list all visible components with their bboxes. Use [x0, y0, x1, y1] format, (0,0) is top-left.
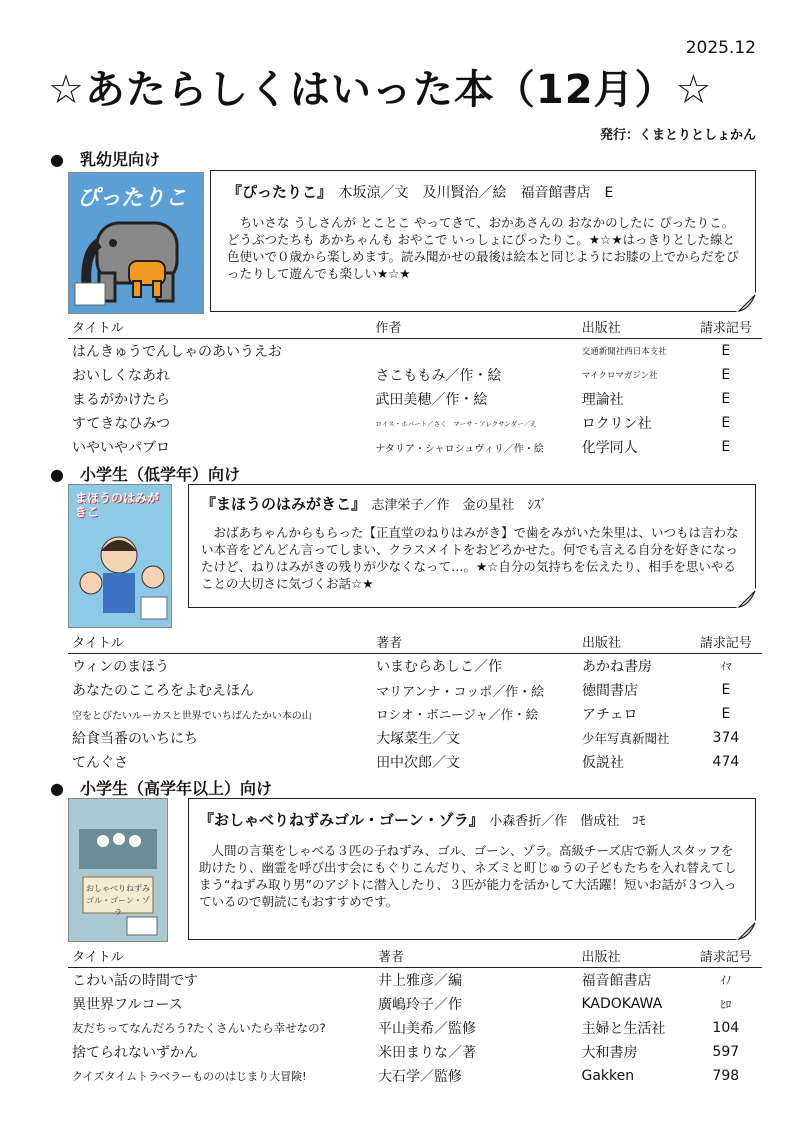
- book-call-number: E: [721, 343, 731, 359]
- book-call-number: 798: [712, 1068, 740, 1084]
- table-row: [68, 992, 762, 1016]
- book-list-upper-grades: [68, 943, 762, 1088]
- table-header-row: [68, 314, 762, 339]
- book-author: 廣嶋玲子／作: [377, 997, 462, 1013]
- header-author: 作者: [371, 314, 577, 339]
- book-publisher: Gakken: [581, 1068, 635, 1084]
- mice-illustration: [69, 799, 167, 941]
- featured-book-card: [188, 798, 756, 940]
- book-title: 捨てられないずかん: [72, 1045, 198, 1061]
- header-publisher: 出版社: [578, 629, 690, 654]
- book-call-number: 474: [712, 754, 740, 770]
- issue-date: 2025.12: [685, 38, 756, 58]
- book-author: [371, 339, 577, 364]
- book-author: いまむらあしこ／作: [376, 659, 503, 675]
- book-publisher: KADOKAWA: [581, 996, 663, 1012]
- table-row: [68, 702, 762, 726]
- table-row: [68, 1064, 762, 1088]
- table-row: [68, 654, 762, 679]
- book-call-number: 104: [712, 1020, 740, 1036]
- page-curl-icon: [735, 291, 757, 313]
- book-author: マリアンナ・コッポ／作・絵: [376, 684, 545, 700]
- table-row: [68, 1016, 762, 1040]
- book-publisher: 徳間書店: [581, 683, 638, 699]
- book-publisher: 仮説社: [581, 755, 624, 771]
- book-author: ロシオ・ボニージャ／作・絵: [376, 707, 539, 722]
- book-list-lower-grades: [68, 629, 762, 774]
- header-call-number: 請求記号: [690, 314, 762, 339]
- book-title: クイズタイムトラベラーもののはじまり大冒険!: [72, 1070, 307, 1083]
- book-call-number: E: [721, 367, 731, 383]
- featured-book-description: 人間の言葉をしゃべる３匹の子ねずみ、ゴル、ゴーン、ゾラ。高級チーズ店で新人スタッフを助けたり、幽霊を呼び出す会にもぐりこんだり、ネズミと町じゅうの子どもたちを入れ替えてしまう“ねずみ取り男”のアジトに潜入したり、３匹が能力を活かして大活躍！短いお話が３つ入っているので朝読にもおすすめです。: [199, 843, 737, 909]
- cover-image-mahou-no-hamigakiko: [68, 484, 172, 628]
- book-call-number: E: [721, 706, 731, 722]
- book-title: てんぐさ: [72, 755, 128, 771]
- book-title: おいしくなあれ: [72, 368, 170, 384]
- book-title: いやいやパブロ: [72, 440, 170, 456]
- book-title: ウィンのまほう: [72, 659, 170, 675]
- table-header-row: [68, 629, 762, 654]
- header-publisher: 出版社: [578, 314, 690, 339]
- book-title: 空をとびたいルーカスと世界でいちばんたかい本の山: [72, 710, 312, 722]
- book-call-number: 597: [712, 1044, 740, 1060]
- table-row: [68, 387, 762, 411]
- book-title: 異世界フルコース: [72, 997, 183, 1013]
- book-author: さこももみ／作・絵: [375, 368, 502, 384]
- book-author: 米田まりな／著: [377, 1045, 476, 1061]
- publisher-credit: 発行：くまとりとしょかん: [599, 128, 756, 143]
- table-row: [68, 678, 762, 702]
- book-publisher: 主婦と生活社: [581, 1021, 666, 1037]
- book-list-infant: [68, 314, 762, 459]
- book-publisher: 理論社: [581, 392, 624, 408]
- book-publisher: マイクロマガジン社: [581, 371, 658, 381]
- header-call-number: 請求記号: [690, 629, 762, 654]
- table-row: [68, 363, 762, 387]
- header-title: タイトル: [68, 629, 372, 654]
- header-author: 著者: [374, 943, 578, 968]
- table-row: [68, 750, 762, 774]
- featured-book-credits: 木坂涼／文 及川賢治／絵 福音館書店 E: [324, 185, 614, 201]
- table-header-row: [68, 943, 762, 968]
- page-curl-icon: [735, 919, 757, 941]
- table-row: [68, 726, 762, 750]
- book-publisher: あかね書房: [581, 659, 652, 675]
- book-title: あなたのこころをよむえほん: [72, 683, 254, 699]
- book-author: 平山美希／監修: [377, 1021, 476, 1037]
- featured-book-title: 『まほうのはみがきこ』: [201, 495, 359, 513]
- cover-image-oshaberi-nezumi: [68, 798, 168, 942]
- book-publisher: 福音館書店: [581, 973, 652, 989]
- featured-book-description: ちいさな うしさんが とことこ やってきて、おかあさんの おなかのしたに ぴったりこ。どうぶつたちも あかちゃんも おやこで いっしょにぴったりこ。★☆★はっきりとした線と色使いで０歳から楽しめます。読み聞かせの最後は絵本と同じようにお膝の上でからだをぴったりして遊んでも楽しい★☆★: [227, 215, 739, 281]
- featured-book-card: [188, 484, 756, 608]
- featured-book-credits: 小森香折／作 偕成社 ｺﾓ: [476, 814, 646, 829]
- cover-title-text: ぴったりこ: [77, 186, 188, 211]
- book-publisher: 少年写真新聞社: [581, 731, 670, 746]
- book-author: ナタリア・シャロシュヴィリ／作・絵: [375, 443, 544, 455]
- book-call-number: 374: [712, 730, 740, 746]
- featured-book-title: 『ぴったりこ』: [227, 183, 325, 201]
- cover-title-text: まほうのはみがきこ: [75, 491, 160, 519]
- cover-image-pittariko: [68, 172, 204, 314]
- book-publisher: 大和書房: [581, 1045, 638, 1061]
- page-curl-icon: [735, 587, 757, 609]
- book-publisher: 化学同人: [581, 440, 638, 456]
- book-call-number: E: [721, 391, 731, 407]
- featured-book-title: 『おしゃべりねずみゴル・ゴーン・ゾラ』: [199, 811, 477, 829]
- featured-book-description: おばあちゃんからもらった【正直堂のねりはみがき】で歯をみがいた朱里は、いつもは言わない本音をどんどん言ってしまい、クラスメイトをおどろかせた。何でも言える自分を好きになったけど、ねりはみがきの残りが少なくなって…。★☆自分の気持ちを伝えたり、相手を思いやることの大切さに気づくお話☆★: [201, 525, 739, 591]
- header-title: タイトル: [68, 314, 371, 339]
- book-call-number: E: [721, 415, 731, 431]
- book-title: 友だちってなんだろう?たくさんいたら幸せなの?: [72, 1021, 326, 1035]
- header-call-number: 請求記号: [690, 943, 762, 968]
- table-row: [68, 1040, 762, 1064]
- featured-book-card: [210, 170, 756, 312]
- section-heading-lower-grades: ● 小学生（低学年）向け: [50, 465, 240, 484]
- book-call-number: ｲﾏ: [720, 660, 732, 673]
- section-heading-infant: ● 乳幼児向け: [50, 150, 160, 169]
- book-title: はんきゅうでんしゃのあいうえお: [72, 344, 282, 360]
- elephant-illustration: [69, 173, 203, 313]
- book-publisher: 交通新聞社西日本支社: [581, 347, 667, 357]
- book-publisher: アチェロ: [581, 707, 638, 723]
- book-title: 給食当番のいちにち: [72, 731, 198, 747]
- book-author: 田中次郎／文: [376, 755, 461, 771]
- header-title: タイトル: [68, 943, 374, 968]
- table-row: [68, 339, 762, 364]
- book-title: すてきなひみつ: [72, 416, 171, 432]
- book-author: ロイス・ホバート／さく マーサ・アレクサンダー／え: [375, 419, 537, 428]
- book-author: 井上雅彦／編: [377, 973, 462, 989]
- book-call-number: E: [721, 439, 731, 455]
- book-call-number: E: [721, 682, 731, 698]
- page-title: ☆あたらしくはいった本（12月）☆: [48, 67, 713, 113]
- book-author: 大塚菜生／文: [376, 731, 461, 747]
- table-row: [68, 968, 762, 993]
- book-call-number: ﾋﾛ: [720, 998, 732, 1011]
- section-heading-upper-grades: ● 小学生（高学年以上）向け: [50, 779, 272, 798]
- header-author: 著者: [372, 629, 578, 654]
- book-author: 武田美穂／作・絵: [375, 392, 488, 408]
- book-author: 大石学／監修: [377, 1069, 462, 1085]
- table-row: [68, 435, 762, 459]
- featured-book-credits: 志津栄子／作 金の星社 ｼｽﾞ: [358, 498, 548, 513]
- book-title: まるがかけたら: [72, 392, 170, 408]
- book-publisher: ロクリン社: [581, 416, 652, 432]
- header-publisher: 出版社: [577, 943, 689, 968]
- book-title: こわい話の時間です: [72, 973, 198, 989]
- book-call-number: ｲﾉ: [720, 974, 732, 987]
- table-row: [68, 411, 762, 435]
- children-illustration: [69, 485, 171, 627]
- cover-title-text: おしゃべりねずみ ゴル・ゴーン・ゾラ: [86, 884, 150, 917]
